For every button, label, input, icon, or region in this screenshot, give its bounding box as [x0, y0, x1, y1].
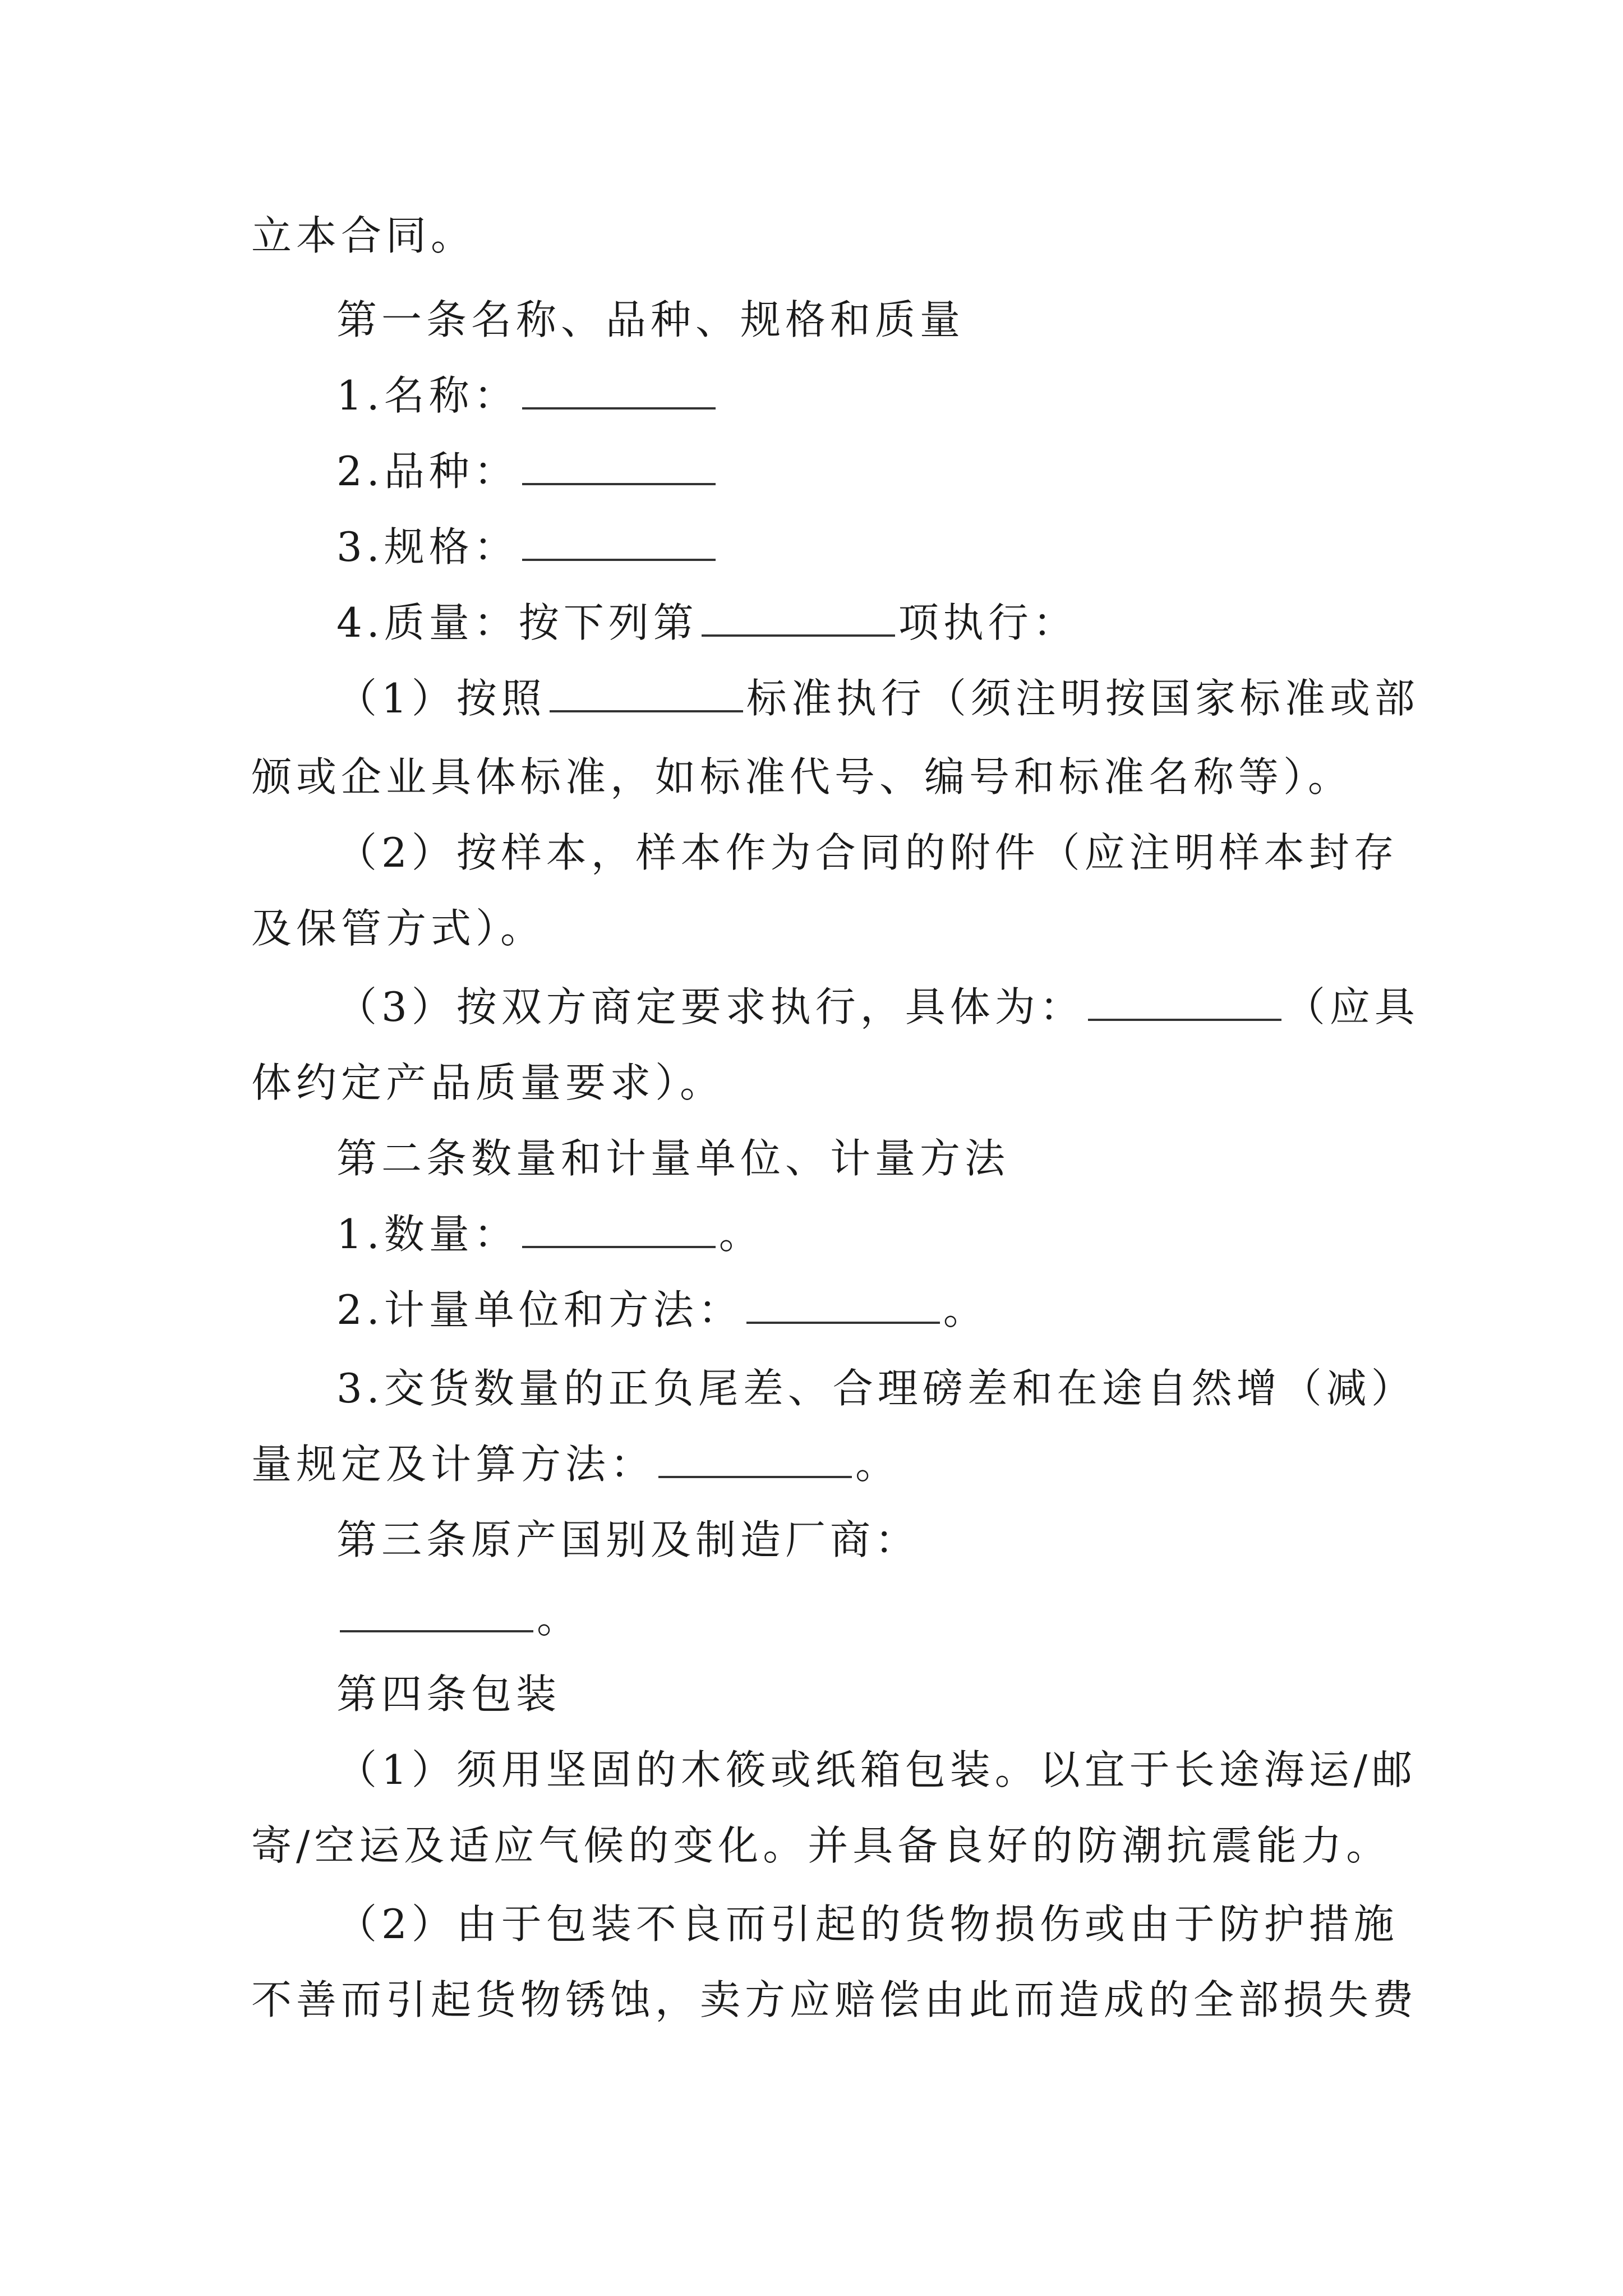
agreed-requirement-line: （3）按双方商定要求执行，具体为： （应具: [336, 983, 1419, 1030]
unit-method-field-line: 2.计量单位和方法： 。: [336, 1286, 988, 1333]
text-line: 不善而引起货物锈蚀，卖方应赔偿由此而造成的全部损失费: [251, 1976, 1418, 2023]
text-line: 寄/空运及适应气候的变化。并具备良好的防潮抗震能力。: [251, 1822, 1391, 1869]
quality-item-blank[interactable]: [702, 601, 895, 637]
text-line: （2）由于包装不良而引起的货物损伤或由于防护措施: [336, 1901, 1399, 1948]
origin-blank[interactable]: [340, 1596, 533, 1632]
article-heading: 第四条包装: [336, 1671, 561, 1718]
text-line: （1）须用坚固的木筱或纸箱包装。以宜于长途海运/邮: [336, 1746, 1417, 1793]
unit-method-blank[interactable]: [746, 1288, 940, 1324]
standard-line: （1）按照 标准执行（须注明按国家标准或部: [336, 675, 1419, 722]
text-line: 立本合同。: [251, 212, 476, 259]
text-line: （2）按样本，样本作为合同的附件（应注明样本封存: [336, 829, 1399, 876]
text-line: 3.交货数量的正负尾差、合理磅差和在途自然增（减）: [336, 1365, 1416, 1412]
spec-blank[interactable]: [522, 525, 716, 561]
name-blank[interactable]: [522, 374, 716, 409]
text-line: 体约定产品质量要求）。: [251, 1059, 725, 1106]
name-field-line: 1.名称：: [336, 365, 719, 426]
text-line: 颁或企业具体标准，如标准代号、编号和标准名称等）。: [251, 753, 1353, 800]
text-line: 及保管方式）。: [251, 905, 546, 952]
origin-field-line: 。: [336, 1588, 582, 1649]
spec-field-line: 3.规格：: [336, 516, 719, 578]
variety-blank[interactable]: [522, 449, 716, 485]
article-heading: 第一条名称、品种、规格和质量: [336, 296, 965, 343]
article-heading: 第二条数量和计量单位、计量方法: [336, 1135, 1010, 1182]
calc-method-field-line: 量规定及计算方法： 。: [251, 1441, 901, 1488]
calc-method-blank[interactable]: [658, 1442, 852, 1478]
quantity-field-line: 1.数量： 。: [336, 1211, 764, 1258]
standard-blank[interactable]: [550, 677, 743, 712]
requirement-blank[interactable]: [1088, 985, 1281, 1021]
article-heading: 第三条原产国别及制造厂商：: [336, 1516, 920, 1563]
quality-field-line: 4.质量：按下列第 项执行：: [336, 599, 1078, 646]
variety-field-line: 2.品种：: [336, 440, 719, 502]
quantity-blank[interactable]: [522, 1212, 716, 1248]
